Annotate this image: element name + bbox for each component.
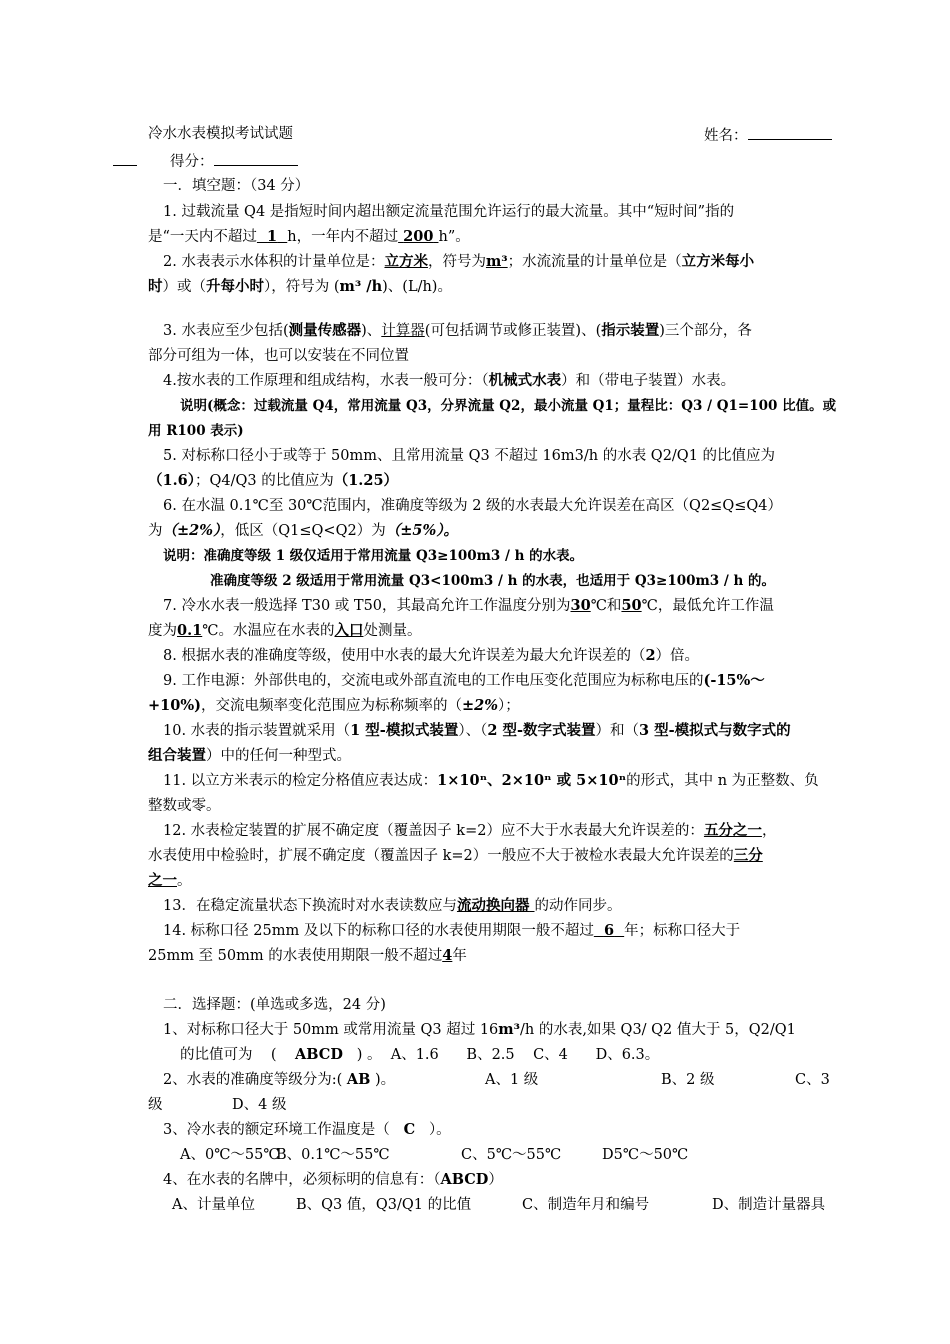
s2-q2-answer: AB xyxy=(346,1071,371,1088)
q1-line1: 1. 过载流量 Q4 是指短时间内超出额定流量范围允许运行的最大流量。其中“短时间”指的 xyxy=(163,204,735,220)
q5-answer-1: （1.6） xyxy=(148,472,195,489)
q10-answer-2: 2 型-数字式装置 xyxy=(487,722,596,739)
q2-line2: 时）或（升每小时），符号为 (m³ /h)、(L/h)。 xyxy=(148,278,452,295)
s2-q3-answer: C xyxy=(403,1121,416,1138)
q2-answer-unit: 立方米 xyxy=(384,253,428,270)
q3-line2: 部分可组为一体，也可以安装在不同位置 xyxy=(148,348,409,364)
q4-answer: 机械式水表 xyxy=(488,372,562,389)
q13-line: 13．在稳定流量状态下换流时对水表读数应与流动换向器 的动作同步。 xyxy=(163,897,622,914)
q12-line2: 水表使用中检验时，扩展不确定度（覆盖因子 k=2）一般应不大于被检水表最大允许误差的三分 xyxy=(148,847,763,864)
s2-q4-line2 xyxy=(172,1195,838,1215)
s2-q3-option-d: D5℃～50℃ xyxy=(602,1147,689,1163)
q11-line2: 整数或零。 xyxy=(148,798,221,814)
q4-line: 4.按水表的工作原理和组成结构，水表一般可分：（机械式水表）和（带电子装置）水表。 xyxy=(163,372,736,389)
s2-q2-option-d: D、4 级 xyxy=(232,1097,287,1113)
q8-answer: 2 xyxy=(645,647,656,664)
note1-line2: 用 R100 表示) xyxy=(148,423,244,439)
q2-answer-m3h: m³ /h xyxy=(339,278,383,295)
s2-q2-option-c: C、3 xyxy=(795,1072,830,1088)
note1-line1: 说明(概念：过载流量 Q4，常用流量 Q3，分界流量 Q2，最小流量 Q1；量程比：Q3 / Q1=100 比值。或 xyxy=(180,398,837,414)
q3-answer-sensor: 测量传感器 xyxy=(288,322,362,339)
q12-line1: 12. 水表检定装置的扩展不确定度（覆盖因子 k=2）应不大于水表最大允许误差的：五分之一， xyxy=(163,822,777,839)
s2-q1-option-a: A、1.6 xyxy=(390,1047,439,1063)
q1-answer-1: 1 xyxy=(267,228,278,245)
q7-line2: 度为0.1℃。水温应在水表的入口处测量。 xyxy=(148,622,422,639)
q6-line2: 为（±2%），低区（Q1≤Q<Q2）为（±5%）。 xyxy=(148,522,458,539)
q12-answer-1: 五分之一 xyxy=(703,822,762,839)
q3-line1: 3. 水表应至少包括(测量传感器)、计算器(可包括调节或修正装置)、(指示装置)三个部分，各 xyxy=(163,322,752,339)
header-line xyxy=(148,124,838,144)
note2-line2: 准确度等级 2 级适用于常用流量 Q3<100m3 / h 的水表，也适用于 Q3≥100m3 / h 的。 xyxy=(210,573,776,589)
q10-answer-1: 1 型-模拟式装置 xyxy=(350,722,459,739)
q8-line: 8. 根据水表的准确度等级，使用中水表的最大允许误差为最大允许误差的（2）倍。 xyxy=(163,647,700,664)
s2-q3-option-a: A、0℃～55℃ xyxy=(180,1147,280,1163)
q9-line2: +10%)，交流电频率变化范围应为标称频率的（±2%）； xyxy=(148,697,520,714)
q10-answer-3: 3 型-模拟式与数字式的 xyxy=(638,722,791,739)
q6-line1: 6. 在水温 0.1℃至 30℃范围内，准确度等级为 2 级的水表最大允许误差在高区（Q2≤Q≤Q4） xyxy=(163,498,782,514)
s2-q4-line1: 4、在水表的名牌中，必须标明的信息有：（ABCD） xyxy=(163,1171,503,1188)
q5-answer-2: （1.25） xyxy=(333,472,399,489)
q7-answer-1: 30 xyxy=(570,597,591,614)
s2-q1-line1: 1、对标称口径大于 50mm 或常用流量 Q3 超过 16m³/h 的水表,如果 Q3/ Q2 值大于 5，Q2/Q1 xyxy=(163,1021,796,1038)
score-field xyxy=(170,150,298,172)
q5-line1: 5. 对标称口径小于或等于 50mm、且常用流量 Q3 不超过 16m3/h 的水表 Q2/Q1 的比值应为 xyxy=(163,448,776,464)
q14-answer-2: 4 xyxy=(442,947,453,964)
s2-q3-line2 xyxy=(180,1145,838,1165)
q6-answer-low: （±5%）。 xyxy=(385,522,458,539)
q3-answer-indicator: 指示装置 xyxy=(601,322,660,339)
q11-answer: 1×10ⁿ、2×10ⁿ 或 5×10ⁿ xyxy=(437,772,627,789)
q2-answer-flow-unit: 立方米每小 xyxy=(681,253,755,270)
name-blank-continued xyxy=(113,150,137,166)
score-label: 得分： xyxy=(170,154,214,170)
s2-q4-option-a: A、计量单位 xyxy=(172,1197,255,1213)
q7-answer-4: 入口 xyxy=(334,622,364,639)
s2-q2-option-b: B、2 级 xyxy=(661,1072,715,1088)
s2-q1-option-b: B、2.5 xyxy=(466,1047,515,1063)
q6-answer-high: （±2%） xyxy=(162,522,221,539)
q9-answer-2: ±2% xyxy=(461,697,498,714)
q2-answer-lph: 升每小时 xyxy=(206,278,264,295)
q1-answer-2: 200 xyxy=(403,228,434,245)
exam-title: 冷水水表模拟考试试题 xyxy=(148,126,293,142)
s2-q3-line1: 3、冷水表的额定环境工作温度是（ C ）。 xyxy=(163,1121,451,1138)
section2-heading: 二．选择题：(单选或多选，24 分) xyxy=(163,997,386,1013)
q7-answer-3: 0.1 xyxy=(177,622,203,639)
q14-line2: 25mm 至 50mm 的水表使用期限一般不超过4年 xyxy=(148,947,467,964)
name-label: 姓名： xyxy=(704,128,748,144)
q7-line1: 7. 冷水水表一般选择 T30 或 T50，其最高允许工作温度分别为30℃和50℃，最低允许工作温 xyxy=(163,597,774,614)
s2-q4-answer: ABCD xyxy=(440,1171,489,1188)
q1-line2: 是“一天内不超过 1 h，一年内不超过 200 h”。 xyxy=(148,228,470,245)
q14-answer-1: 6 xyxy=(603,922,615,939)
q11-line1: 11. 以立方米表示的检定分格值应表达成：1×10ⁿ、2×10ⁿ 或 5×10ⁿ的形式，其中 n 为正整数、负 xyxy=(163,772,819,789)
q10-line1: 10. 水表的指示装置就采用（1 型-模拟式装置）、（2 型-数字式装置）和（3 型-模拟式与数字式的 xyxy=(163,722,791,739)
q3-answer-calculator: 计算器 xyxy=(381,323,425,339)
note2-line1: 说明：准确度等级 1 级仅适用于常用流量 Q3≥100m3 / h 的水表。 xyxy=(163,548,584,564)
q7-answer-2: 50 xyxy=(621,597,642,614)
q12-answer-2: 三分 xyxy=(733,847,763,864)
section1-heading: 一．填空题：（34 分） xyxy=(163,178,310,194)
s2-q1-option-c: C、4 xyxy=(533,1047,568,1063)
s2-q2-line2: 级 D、4 级 xyxy=(148,1097,287,1113)
q2-answer-symbol: m³ xyxy=(485,253,508,270)
s2-q3-option-b: B、0.1℃～55℃ xyxy=(276,1147,390,1163)
s2-q2-line1: 2、水表的准确度等级分为:( AB )。 A、1 级 B、2 级 C、3 xyxy=(163,1071,830,1088)
q14-line1: 14. 标称口径 25mm 及以下的标称口径的水表使用期限一般不超过 6 年；标称口径大于 xyxy=(163,922,741,939)
s2-q4-option-c: C、制造年月和编号 xyxy=(522,1197,650,1213)
s2-q4-option-b: B、Q3 值，Q3/Q1 的比值 xyxy=(296,1197,472,1213)
s2-q3-option-c: C、5℃～55℃ xyxy=(461,1147,562,1163)
q10-line2: 组合装置）中的任何一种型式。 xyxy=(148,747,351,764)
q13-answer: 流动换向器 xyxy=(456,897,530,914)
s2-q1-option-d: D、6.3。 xyxy=(595,1047,660,1063)
q5-line2: （1.6）；Q4/Q3 的比值应为（1.25） xyxy=(148,472,399,489)
score-blank xyxy=(214,150,298,166)
q12-line3: 之一。 xyxy=(148,872,192,889)
name-blank xyxy=(748,124,832,140)
s2-q1-line2: 的比值可为 ( ABCD ) 。 A、1.6 B、2.5 C、4 D、6.3。 xyxy=(180,1046,660,1063)
q2-line1: 2. 水表表示水体积的计量单位是：立方米，符号为m³；水流流量的计量单位是（立方米每小 xyxy=(163,253,755,270)
q9-answer-1: (-15%～ xyxy=(703,672,765,689)
s2-q4-option-d: D、制造计量器具 xyxy=(712,1197,826,1213)
s2-q2-option-a: A、1 级 xyxy=(485,1072,539,1088)
score-line xyxy=(113,150,803,172)
q9-line1: 9. 工作电源：外部供电的，交流电或外部直流电的工作电压变化范围应为标称电压的(-15%～ xyxy=(163,672,765,689)
s2-q1-answer: ABCD xyxy=(295,1046,343,1063)
name-field xyxy=(704,124,832,146)
